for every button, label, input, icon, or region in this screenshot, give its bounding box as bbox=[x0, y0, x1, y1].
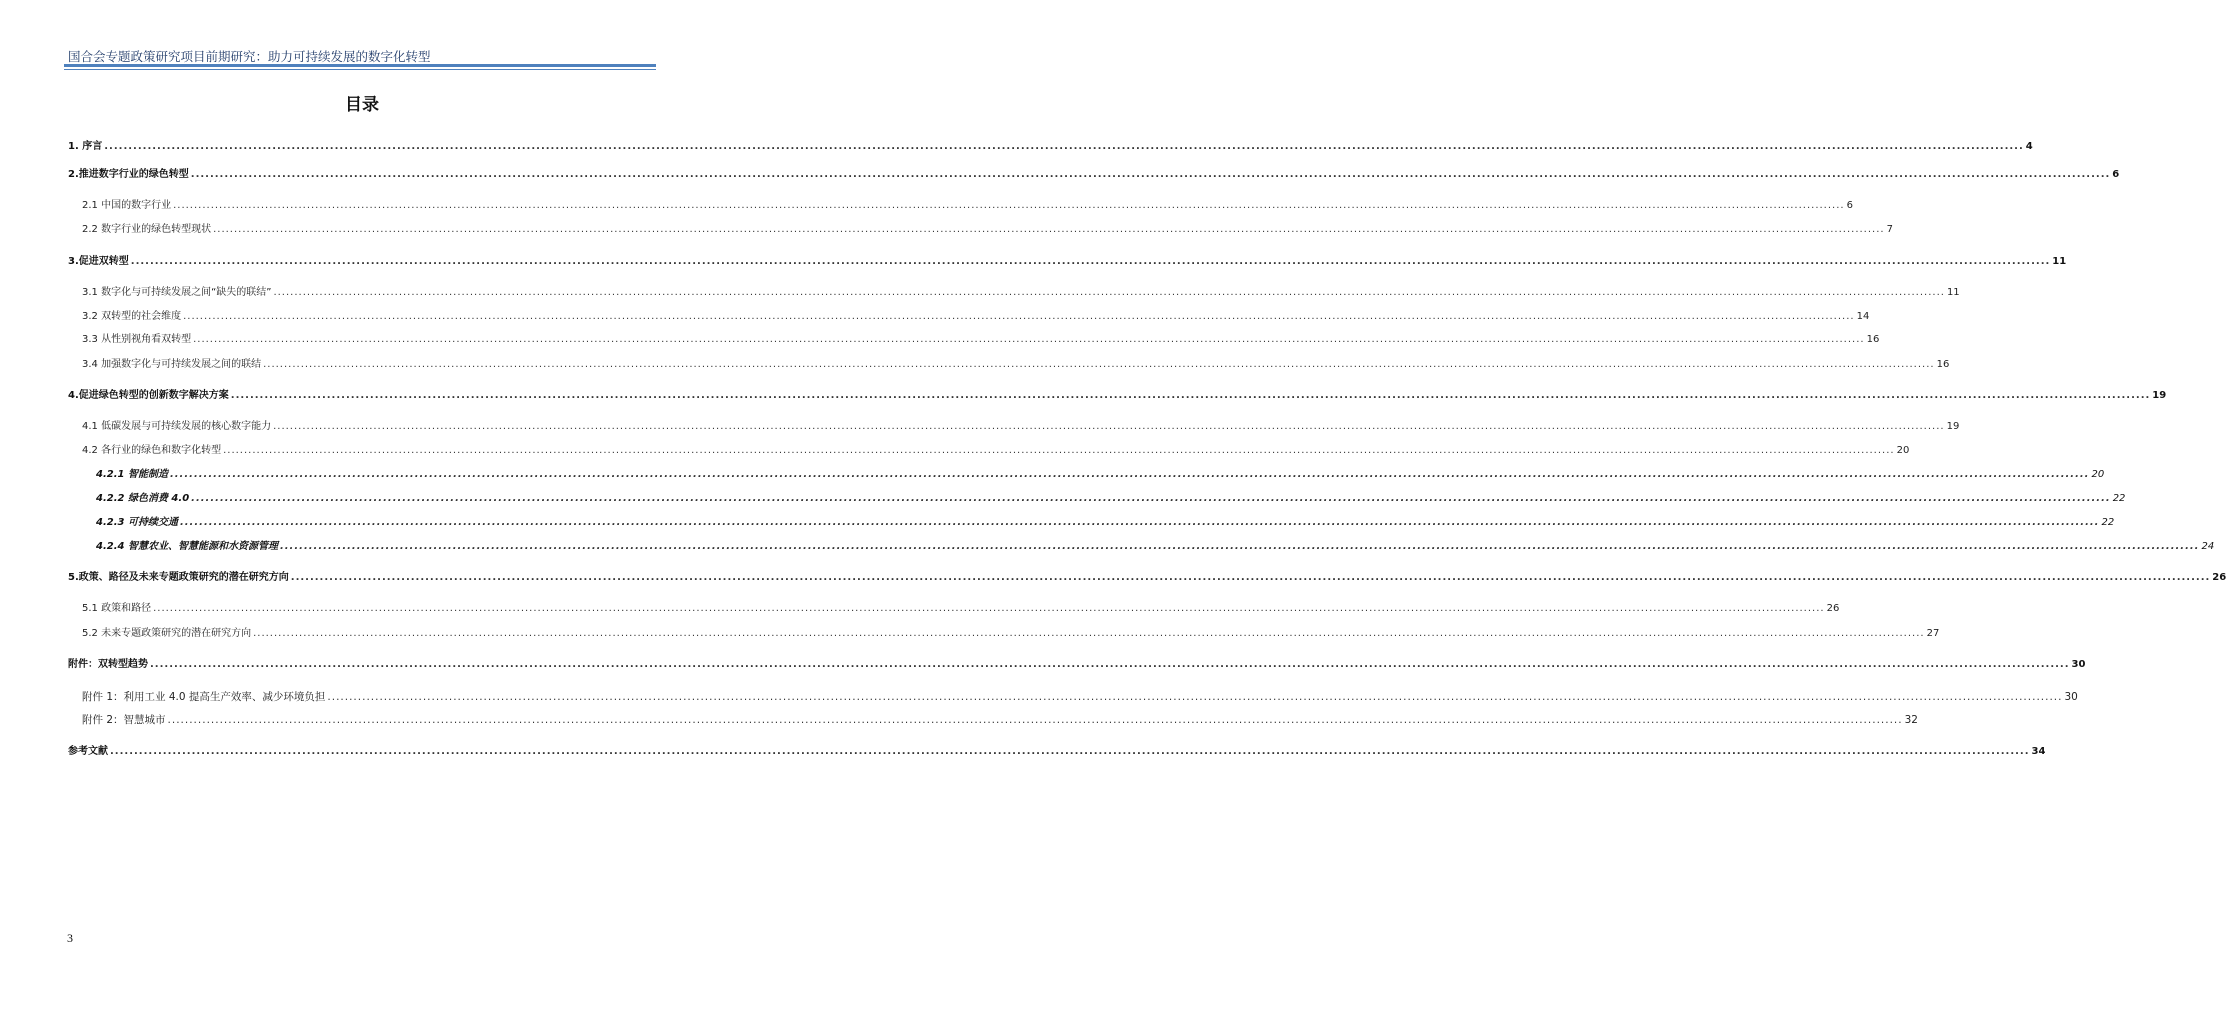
toc-entry-label: 附件：双转型趋势 bbox=[68, 659, 148, 670]
toc-entry-label: 4.2 各行业的绿色和数字化转型 bbox=[82, 445, 222, 456]
toc-entry-page: 32 bbox=[1904, 714, 1918, 726]
toc-dot-leader: ................................................................................................................................................................................................................................................................................................................................................................................................................ bbox=[130, 256, 2051, 267]
toc-entry-label: 4.1 低碳发展与可持续发展的核心数字能力 bbox=[82, 421, 272, 432]
toc-entry-page: 16 bbox=[1936, 359, 1950, 370]
toc-entry-label: 3.1 数字化与可持续发展之间“缺失的联结” bbox=[82, 287, 272, 298]
toc-dot-leader: ................................................................................................................................................................................................................................................................................................................................................................................................................ bbox=[273, 421, 1945, 432]
toc-entry-label: 3.3 从性别视角看双转型 bbox=[82, 334, 192, 345]
toc-entry-page: 16 bbox=[1866, 334, 1880, 345]
toc-entry[interactable] bbox=[82, 286, 1960, 300]
toc-entry[interactable] bbox=[96, 516, 2115, 530]
toc-entry-page: 19 bbox=[2152, 390, 2167, 401]
toc-dot-leader: ................................................................................................................................................................................................................................................................................................................................................................................................................ bbox=[327, 691, 2063, 703]
toc-entry-page: 24 bbox=[2201, 541, 2215, 552]
toc-dot-leader: ................................................................................................................................................................................................................................................................................................................................................................................................................ bbox=[279, 541, 2200, 552]
toc-dot-leader: ................................................................................................................................................................................................................................................................................................................................................................................................................ bbox=[263, 359, 1935, 370]
toc-entry[interactable] bbox=[82, 223, 1893, 237]
toc-entry-page: 22 bbox=[2101, 517, 2115, 528]
toc-entry-page: 20 bbox=[2091, 469, 2105, 480]
toc-entry[interactable] bbox=[82, 444, 1910, 458]
toc-entry[interactable] bbox=[82, 690, 2078, 704]
toc-entry[interactable] bbox=[68, 389, 2167, 403]
toc-dot-leader: ................................................................................................................................................................................................................................................................................................................................................................................................................ bbox=[213, 224, 1885, 235]
toc-entry[interactable] bbox=[82, 420, 1960, 434]
toc-entry-page: 6 bbox=[1846, 200, 1853, 211]
toc-entry[interactable] bbox=[82, 333, 1880, 347]
toc-entry-page: 26 bbox=[1826, 603, 1840, 614]
toc-entry-label: 2.1 中国的数字行业 bbox=[82, 200, 172, 211]
toc-dot-leader: ................................................................................................................................................................................................................................................................................................................................................................................................................ bbox=[190, 169, 2111, 180]
toc-entry[interactable] bbox=[82, 199, 1853, 213]
toc-entry-label: 4.2.3 可持续交通 bbox=[96, 517, 178, 528]
toc-entry-label: 4.促进绿色转型的创新数字解决方案 bbox=[68, 390, 229, 401]
toc-entry-page: 19 bbox=[1946, 421, 1960, 432]
toc-entry-label: 4.2.2 绿色消费 4.0 bbox=[96, 493, 190, 504]
toc-entry-label: 2.推进数字行业的绿色转型 bbox=[68, 169, 189, 180]
toc-dot-leader: ................................................................................................................................................................................................................................................................................................................................................................................................................ bbox=[153, 603, 1825, 614]
toc-entry-label: 5.1 政策和路径 bbox=[82, 603, 152, 614]
toc-entry[interactable] bbox=[82, 358, 1950, 372]
toc-entry[interactable] bbox=[68, 168, 2120, 182]
toc-entry-page: 27 bbox=[1926, 628, 1940, 639]
toc-entry-label: 附件 2：智慧城市 bbox=[82, 714, 166, 726]
toc-entry-label: 5.2 未来专题政策研究的潜在研究方向 bbox=[82, 628, 252, 639]
toc-entry-label: 附件 1：利用工业 4.0 提高生产效率、减少环境负担 bbox=[82, 691, 326, 703]
toc-dot-leader: ................................................................................................................................................................................................................................................................................................................................................................................................................ bbox=[167, 714, 1903, 726]
toc-entry-label: 参考文献 bbox=[68, 746, 108, 757]
toc-entry[interactable] bbox=[82, 627, 1940, 641]
toc-entry[interactable] bbox=[82, 602, 1840, 616]
toc-entry-label: 4.2.4 智慧农业、智慧能源和水资源管理 bbox=[96, 541, 278, 552]
toc-entry[interactable] bbox=[96, 540, 2215, 554]
toc-entry[interactable] bbox=[68, 140, 2033, 154]
toc-entry[interactable] bbox=[96, 492, 2126, 506]
toc-dot-leader: ................................................................................................................................................................................................................................................................................................................................................................................................................ bbox=[173, 200, 1845, 211]
toc-entry-page: 7 bbox=[1886, 224, 1893, 235]
toc-entry-page: 30 bbox=[2071, 659, 2086, 670]
toc-entry[interactable] bbox=[68, 571, 2226, 585]
toc-entry-page: 30 bbox=[2064, 691, 2078, 703]
toc-entry[interactable] bbox=[68, 255, 2067, 269]
toc-entry-label: 3.2 双转型的社会维度 bbox=[82, 311, 182, 322]
running-header-title: 国合会专题政策研究项目前期研究：助力可持续发展的数字化转型 bbox=[68, 49, 431, 64]
toc-entry-label: 5.政策、路径及未来专题政策研究的潜在研究方向 bbox=[68, 572, 289, 583]
toc-entry[interactable] bbox=[96, 468, 2105, 482]
toc-entry-page: 11 bbox=[1946, 287, 1960, 298]
toc-entry-label: 3.促进双转型 bbox=[68, 256, 129, 267]
toc-entry-label: 1. 序言 bbox=[68, 141, 103, 152]
toc-entry-page: 6 bbox=[2112, 169, 2120, 180]
toc-entry[interactable] bbox=[82, 713, 1918, 727]
toc-entry[interactable] bbox=[82, 310, 1870, 324]
toc-entry-page: 14 bbox=[1856, 311, 1870, 322]
toc-entry-label: 3.4 加强数字化与可持续发展之间的联结 bbox=[82, 359, 262, 370]
toc-entry[interactable] bbox=[68, 658, 2086, 672]
toc-dot-leader: ................................................................................................................................................................................................................................................................................................................................................................................................................ bbox=[150, 659, 2070, 670]
toc-dot-leader: ................................................................................................................................................................................................................................................................................................................................................................................................................ bbox=[290, 572, 2211, 583]
toc-entry-page: 26 bbox=[2212, 572, 2226, 583]
toc-dot-leader: ................................................................................................................................................................................................................................................................................................................................................................................................................ bbox=[273, 287, 1945, 298]
toc-entry-label: 4.2.1 智能制造 bbox=[96, 469, 168, 480]
toc-entry-label: 2.2 数字行业的绿色转型现状 bbox=[82, 224, 212, 235]
toc-title: 目录 bbox=[345, 95, 379, 115]
toc-dot-leader: ................................................................................................................................................................................................................................................................................................................................................................................................................ bbox=[110, 746, 2030, 757]
toc-entry-page: 4 bbox=[2025, 141, 2033, 152]
toc-dot-leader: ................................................................................................................................................................................................................................................................................................................................................................................................................ bbox=[179, 517, 2100, 528]
toc-dot-leader: ................................................................................................................................................................................................................................................................................................................................................................................................................ bbox=[191, 493, 2111, 504]
toc-entry-page: 34 bbox=[2031, 746, 2046, 757]
toc-dot-leader: ................................................................................................................................................................................................................................................................................................................................................................................................................ bbox=[169, 469, 2090, 480]
toc-entry-page: 11 bbox=[2052, 256, 2067, 267]
toc-dot-leader: ................................................................................................................................................................................................................................................................................................................................................................................................................ bbox=[104, 141, 2024, 152]
toc-dot-leader: ................................................................................................................................................................................................................................................................................................................................................................................................................ bbox=[230, 390, 2151, 401]
toc-dot-leader: ................................................................................................................................................................................................................................................................................................................................................................................................................ bbox=[193, 334, 1865, 345]
toc-entry-page: 20 bbox=[1896, 445, 1910, 456]
toc-entry-page: 22 bbox=[2112, 493, 2126, 504]
toc-entry[interactable] bbox=[68, 745, 2046, 759]
page-number: 3 bbox=[67, 931, 73, 945]
toc-dot-leader: ................................................................................................................................................................................................................................................................................................................................................................................................................ bbox=[183, 311, 1855, 322]
toc-dot-leader: ................................................................................................................................................................................................................................................................................................................................................................................................................ bbox=[253, 628, 1925, 639]
toc-dot-leader: ................................................................................................................................................................................................................................................................................................................................................................................................................ bbox=[223, 445, 1895, 456]
